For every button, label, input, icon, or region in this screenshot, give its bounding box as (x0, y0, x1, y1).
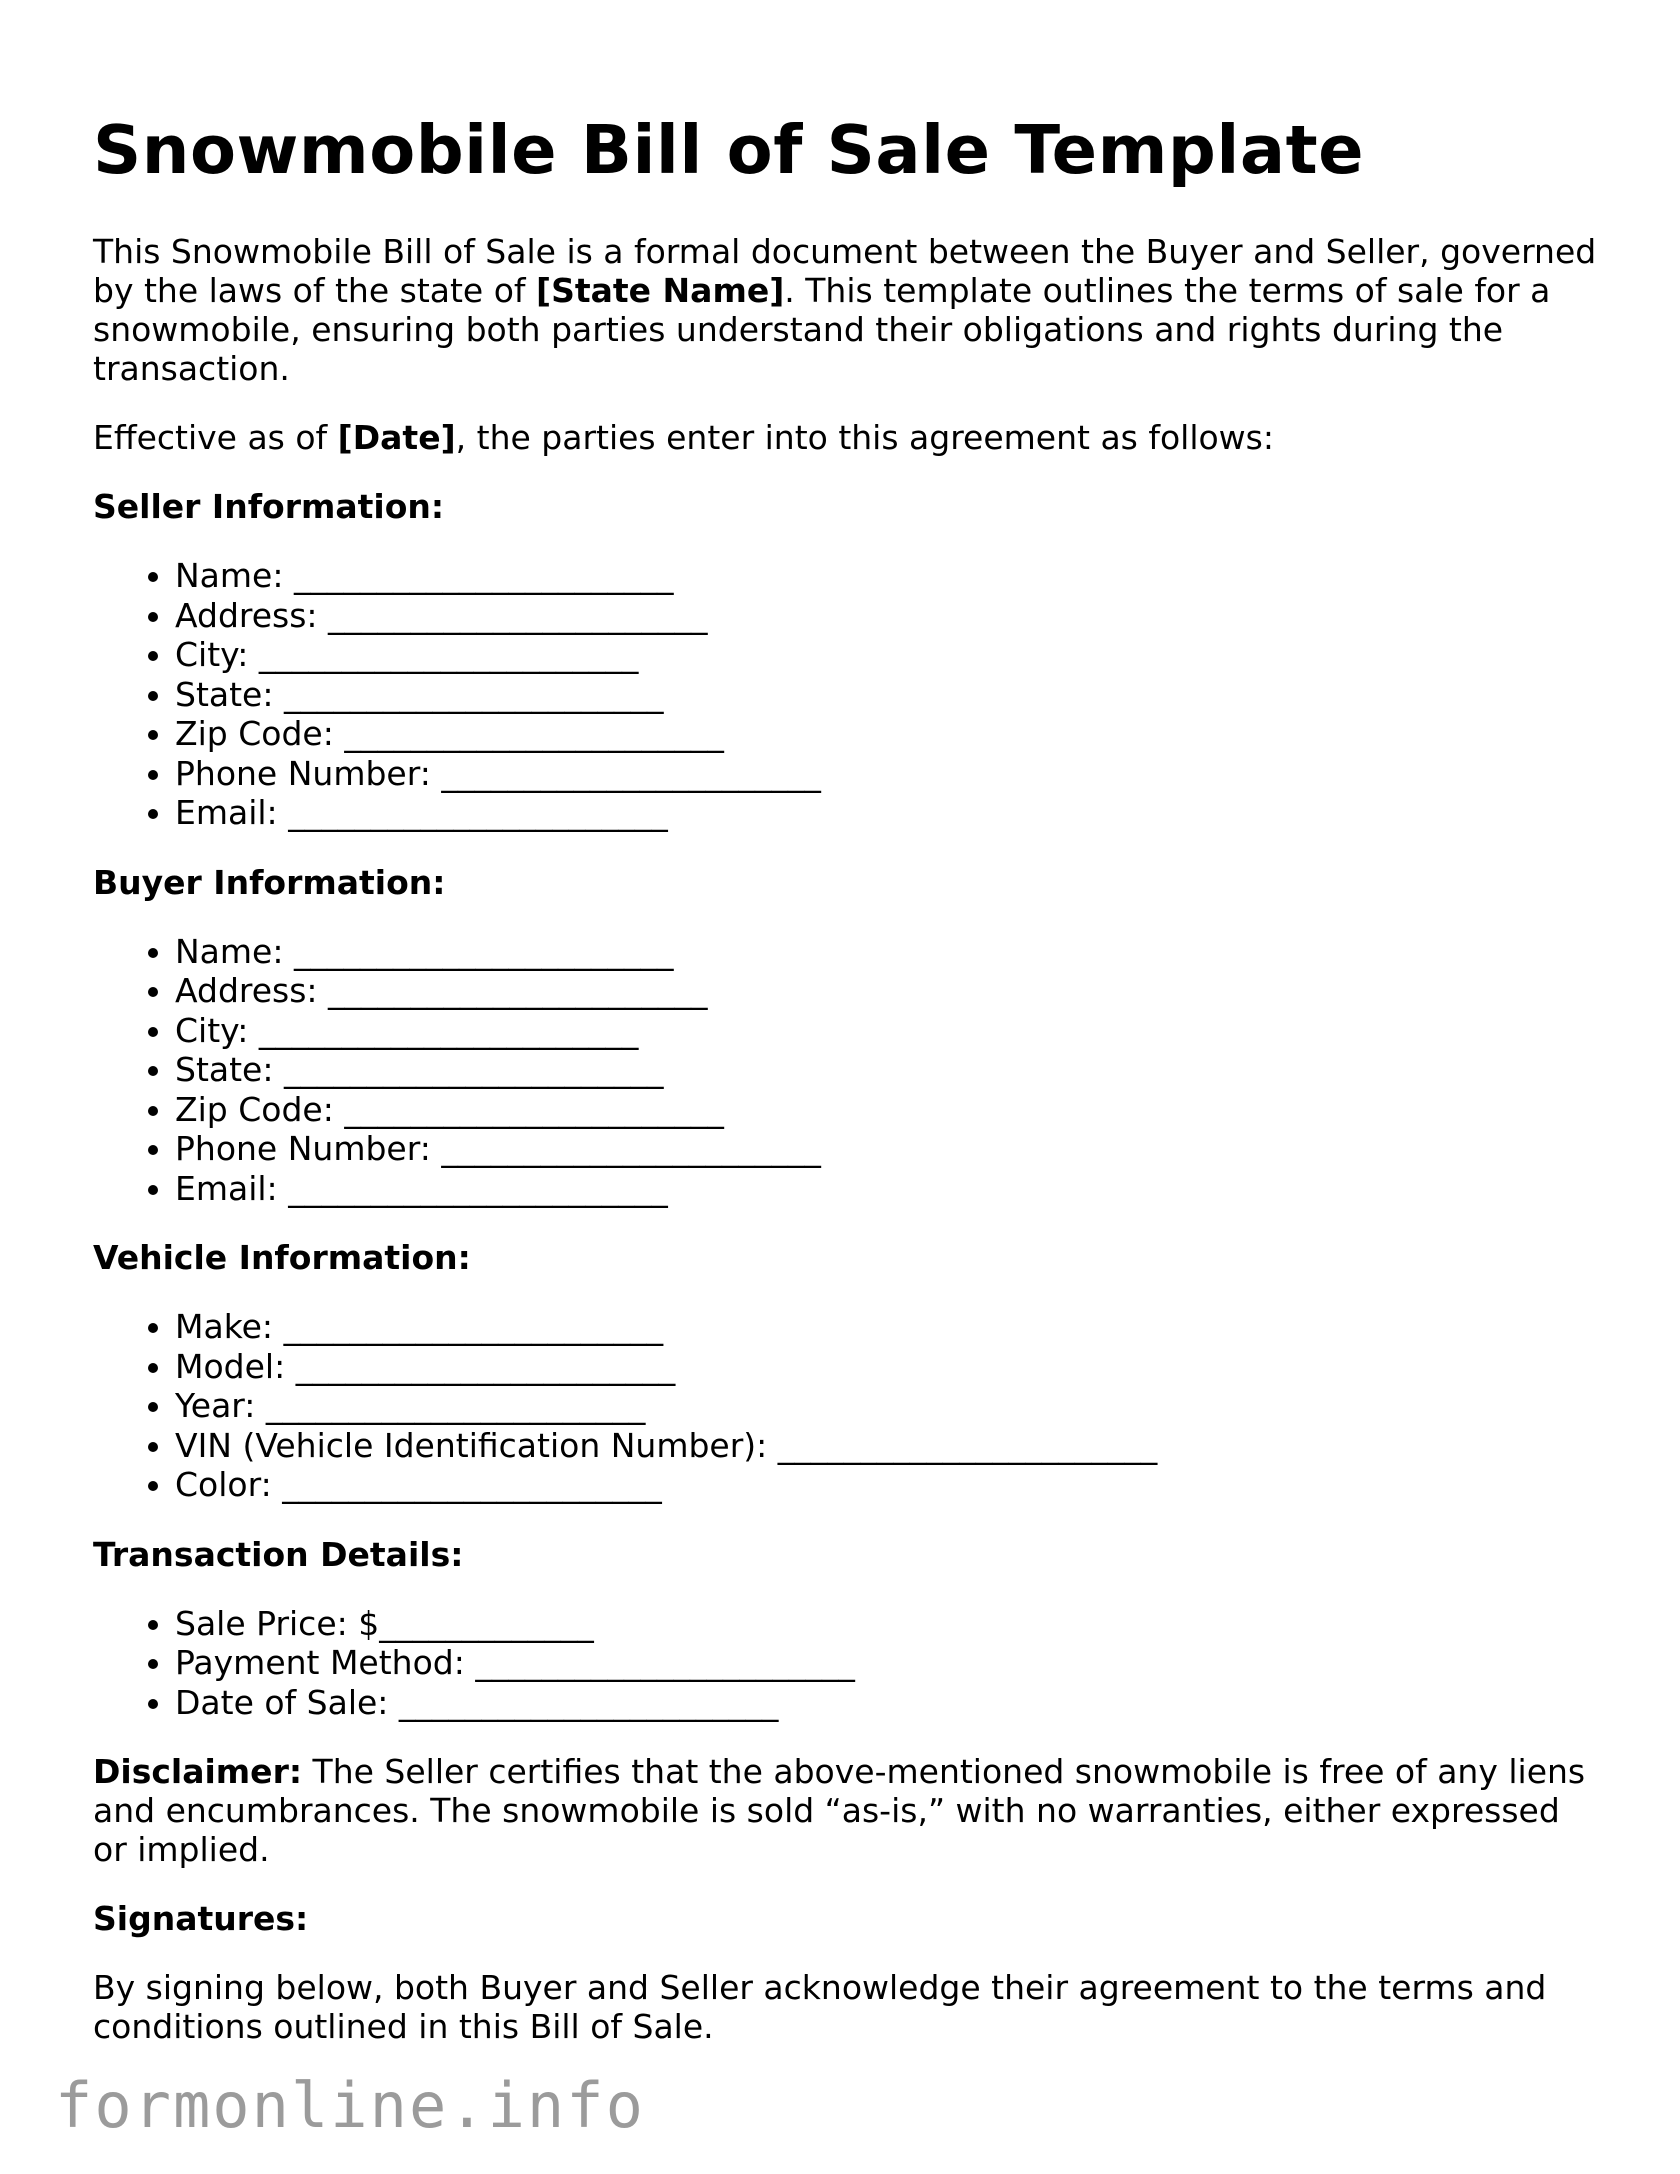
buyer-state-field (175, 1050, 1603, 1090)
buyer-fields-list (93, 932, 1603, 1209)
vehicle-heading: Vehicle Information: (93, 1238, 471, 1278)
field-label: Year: (175, 1386, 256, 1426)
fill-in-blank: _______________________ (295, 1346, 676, 1386)
vehicle-model-field (175, 1347, 1603, 1387)
vehicle-year-field (175, 1386, 1603, 1426)
seller-heading: Seller Information: (93, 487, 445, 527)
intro-paragraph (93, 232, 1603, 388)
fill-in-blank: _______________________ (283, 1050, 664, 1090)
field-label: Email: (175, 1168, 278, 1208)
field-label: City: (175, 635, 249, 675)
field-label: Date of Sale: (175, 1682, 389, 1722)
buyer-name-field (175, 932, 1603, 972)
field-label: Model: (175, 1346, 286, 1386)
disclaimer-text: The Seller certifies that the above-mentioned snowmobile is free of any liens and encumbrances. The snowmobile is sold “as-is,” with no warranties, either expressed or implied. (93, 1752, 1586, 1870)
field-label: Phone Number: (175, 753, 431, 793)
fill-in-blank: _____________ (379, 1603, 594, 1643)
fill-in-blank: _______________________ (328, 595, 708, 635)
fill-in-blank: _______________________ (258, 635, 639, 675)
field-label: Sale Price: $ (175, 1603, 380, 1643)
field-label: Payment Method: (175, 1643, 465, 1683)
sale-price-field (175, 1604, 1603, 1644)
payment-method-field (175, 1643, 1603, 1683)
seller-address-field (175, 596, 1603, 636)
fill-in-blank: _______________________ (441, 1129, 821, 1169)
fill-in-blank: _______________________ (441, 753, 821, 793)
transaction-heading: Transaction Details: (93, 1534, 464, 1574)
seller-fields-list (93, 556, 1603, 833)
seller-city-field (175, 635, 1603, 675)
field-label: Name: (175, 931, 284, 971)
signatures-paragraph: By signing below, both Buyer and Seller acknowledge their agreement to the terms and conditions outlined in this Bill of Sale. (93, 1968, 1547, 2047)
seller-email-field (175, 793, 1603, 833)
field-label: City: (175, 1010, 249, 1050)
disclaimer-paragraph (93, 1752, 1603, 1869)
fill-in-blank: _______________________ (265, 1386, 646, 1426)
document-page (93, 110, 1603, 2076)
transaction-fields-list (93, 1604, 1603, 1723)
field-label: Address: (175, 971, 318, 1011)
watermark: formonline.info (55, 2069, 645, 2142)
intro-text-after: . This template outlines the terms of sale for a snowmobile, ensuring both parties understand their obligations and rights during the transaction. (93, 271, 1551, 389)
buyer-phone-field (175, 1129, 1603, 1169)
fill-in-blank: _______________________ (288, 1168, 668, 1208)
disclaimer-label: Disclaimer: (93, 1752, 303, 1792)
intro-text-before: This Snowmobile Bill of Sale is a formal document between the Buyer and Seller, governed by the laws of the state of (93, 232, 1597, 311)
effective-paragraph (93, 418, 1603, 457)
fill-in-blank: _______________________ (258, 1010, 639, 1050)
signatures-heading: Signatures: (93, 1899, 309, 1939)
buyer-zip-field (175, 1090, 1603, 1130)
fill-in-blank: _______________________ (283, 1307, 664, 1347)
field-label: Email: (175, 793, 278, 833)
fill-in-blank: _______________________ (293, 556, 674, 596)
effective-text-before: Effective as of (93, 418, 338, 458)
field-label: Phone Number: (175, 1129, 431, 1169)
fill-in-blank: _______________________ (344, 1089, 724, 1129)
field-label: Address: (175, 595, 318, 635)
state-name-placeholder: [State Name] (536, 271, 785, 311)
field-label: Zip Code: (175, 1089, 334, 1129)
fill-in-blank: _______________________ (777, 1425, 1158, 1465)
seller-state-field (175, 675, 1603, 715)
fill-in-blank: _______________________ (283, 674, 664, 714)
seller-name-field (175, 556, 1603, 596)
buyer-address-field (175, 971, 1603, 1011)
vehicle-make-field (175, 1307, 1603, 1347)
date-of-sale-field (175, 1683, 1603, 1723)
field-label: Make: (175, 1307, 274, 1347)
field-label: Color: (175, 1465, 272, 1505)
fill-in-blank: _______________________ (475, 1643, 855, 1683)
date-placeholder: [Date] (337, 418, 456, 458)
buyer-city-field (175, 1011, 1603, 1051)
field-label: Name: (175, 556, 284, 596)
page-title: Snowmobile Bill of Sale Template (93, 111, 1365, 189)
fill-in-blank: _______________________ (293, 931, 674, 971)
fill-in-blank: _______________________ (282, 1465, 662, 1505)
fill-in-blank: _______________________ (398, 1682, 779, 1722)
fill-in-blank: _______________________ (288, 793, 668, 833)
buyer-heading: Buyer Information: (93, 862, 446, 902)
seller-zip-field (175, 714, 1603, 754)
field-label: State: (175, 1050, 274, 1090)
field-label: VIN (Vehicle Identification Number): (175, 1425, 768, 1465)
fill-in-blank: _______________________ (328, 971, 708, 1011)
effective-text-after: , the parties enter into this agreement as follows: (455, 418, 1274, 458)
fill-in-blank: _______________________ (344, 714, 724, 754)
buyer-email-field (175, 1169, 1603, 1209)
field-label: Zip Code: (175, 714, 334, 754)
vehicle-vin-field (175, 1426, 1603, 1466)
vehicle-color-field (175, 1465, 1603, 1505)
seller-phone-field (175, 754, 1603, 794)
vehicle-fields-list (93, 1307, 1603, 1505)
field-label: State: (175, 674, 274, 714)
